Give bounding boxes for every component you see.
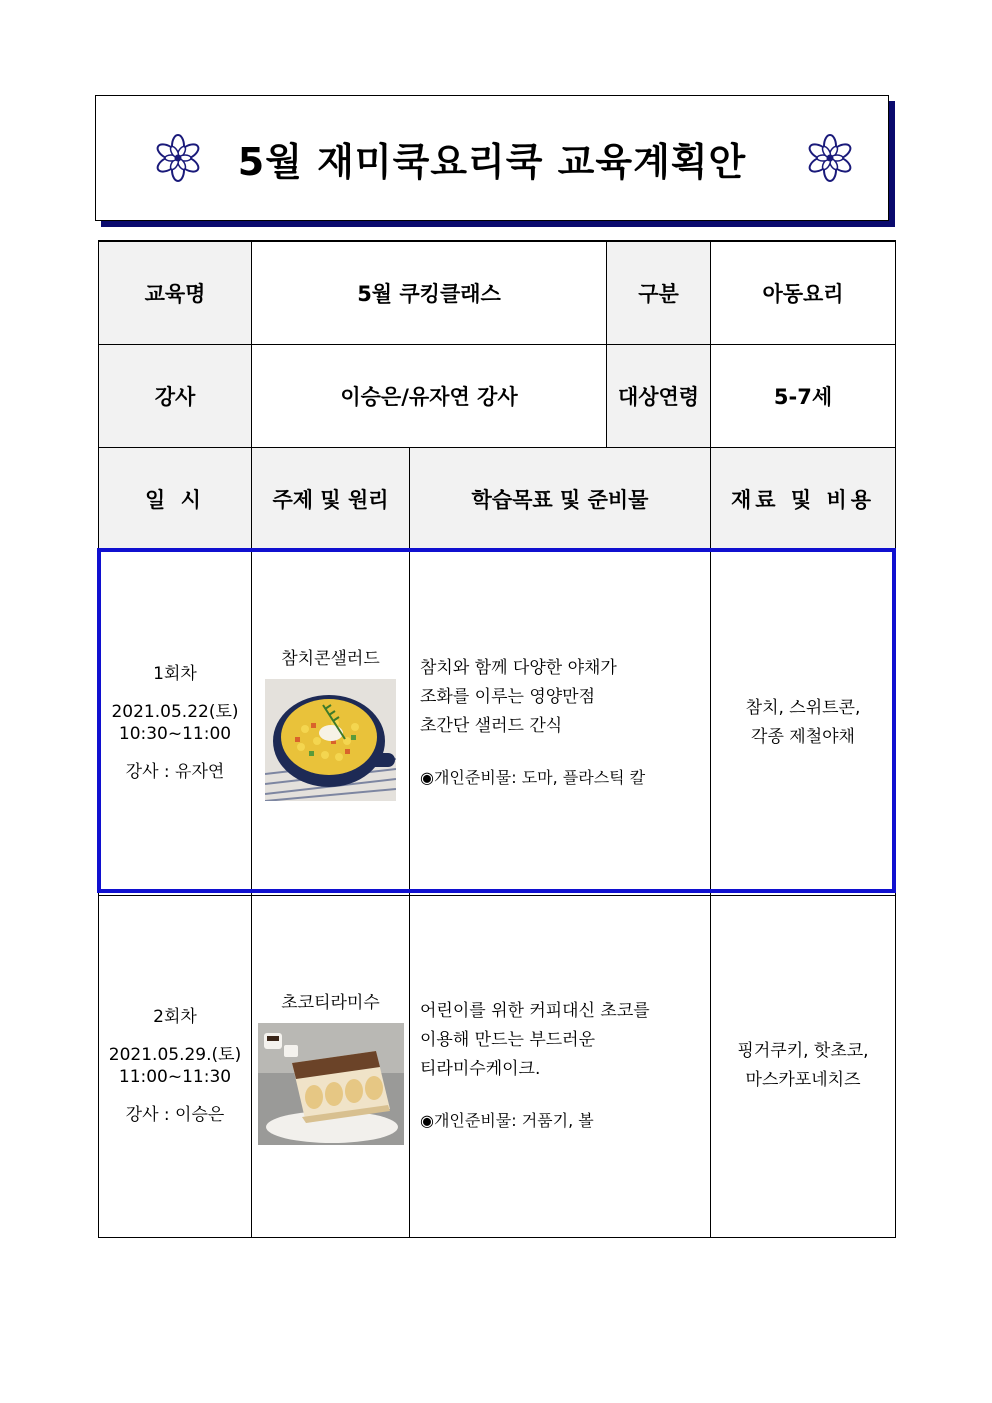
column-header-row bbox=[99, 447, 896, 550]
session-topic-cell bbox=[252, 550, 410, 895]
title-box bbox=[95, 95, 889, 221]
session-goal bbox=[410, 550, 711, 895]
age-label: 대상연령 bbox=[607, 344, 711, 447]
session-topic: 초코티라미수 bbox=[281, 992, 380, 1013]
material-line: 각종 제철야채 bbox=[751, 726, 855, 747]
session-goal bbox=[410, 895, 711, 1237]
session-materials bbox=[711, 895, 896, 1237]
session-topic: 참치콘샐러드 bbox=[281, 649, 380, 669]
material-line: 참치, 스위트콘, bbox=[745, 697, 861, 718]
session-time: 10:30~11:00 bbox=[118, 723, 232, 744]
session-teacher: 강사 : 이승은 bbox=[125, 1105, 225, 1125]
choco-tiramisu-photo bbox=[258, 1023, 404, 1145]
goal-line: 이용해 만드는 부드러운 bbox=[420, 1030, 596, 1050]
session-round: 2회차 bbox=[153, 1007, 197, 1027]
category-label: 구분 bbox=[607, 241, 711, 344]
teacher-value: 이승은/유자연 강사 bbox=[252, 344, 607, 447]
teacher-label: 강사 bbox=[99, 344, 252, 447]
name-value: 5월 쿠킹클래스 bbox=[252, 241, 607, 344]
session-schedule bbox=[99, 895, 252, 1237]
flower-icon bbox=[154, 134, 202, 182]
age-value: 5-7세 bbox=[711, 344, 896, 447]
session-teacher: 강사 : 유자연 bbox=[125, 761, 225, 782]
goal-line: 티라미수케이크. bbox=[420, 1059, 541, 1079]
tuna-corn-salad-photo bbox=[265, 679, 396, 801]
goal-line: 조화를 이루는 영양만점 bbox=[420, 686, 596, 707]
session-prep: ◉개인준비물: 도마, 플라스틱 칼 bbox=[420, 767, 646, 787]
goal-line: 어린이를 위한 커피대신 초코를 bbox=[420, 1001, 650, 1021]
material-line: 핑거쿠키, 핫초코, bbox=[737, 1041, 869, 1061]
session-time: 11:00~11:30 bbox=[118, 1067, 232, 1087]
goal-line: 참치와 함께 다양한 야채가 bbox=[420, 657, 617, 678]
plan-table bbox=[98, 240, 896, 1238]
session-materials bbox=[711, 550, 896, 895]
goal-line: 초간단 샐러드 간식 bbox=[420, 715, 563, 736]
session-row bbox=[99, 550, 896, 895]
material-line: 마스카포네치즈 bbox=[745, 1070, 861, 1090]
flower-icon bbox=[806, 134, 854, 182]
document-title: 5월 재미쿡요리쿡 교육계획안 bbox=[237, 139, 747, 184]
column-header: 재료 및 비용 bbox=[711, 447, 896, 550]
session-row bbox=[99, 895, 896, 1237]
session-prep: ◉개인준비물: 거품기, 볼 bbox=[420, 1111, 594, 1130]
session-date: 2021.05.29.(토) bbox=[108, 1045, 242, 1065]
column-header: 주제 및 원리 bbox=[252, 447, 410, 550]
info-row bbox=[99, 344, 896, 447]
session-topic-cell bbox=[252, 895, 410, 1237]
session-round: 1회차 bbox=[153, 663, 197, 684]
name-label: 교육명 bbox=[99, 241, 252, 344]
category-value: 아동요리 bbox=[711, 241, 896, 344]
session-date: 2021.05.22(토) bbox=[111, 701, 239, 722]
session-schedule bbox=[99, 550, 252, 895]
column-header: 일 시 bbox=[99, 447, 252, 550]
info-row bbox=[99, 241, 896, 344]
column-header: 학습목표 및 준비물 bbox=[410, 447, 711, 550]
